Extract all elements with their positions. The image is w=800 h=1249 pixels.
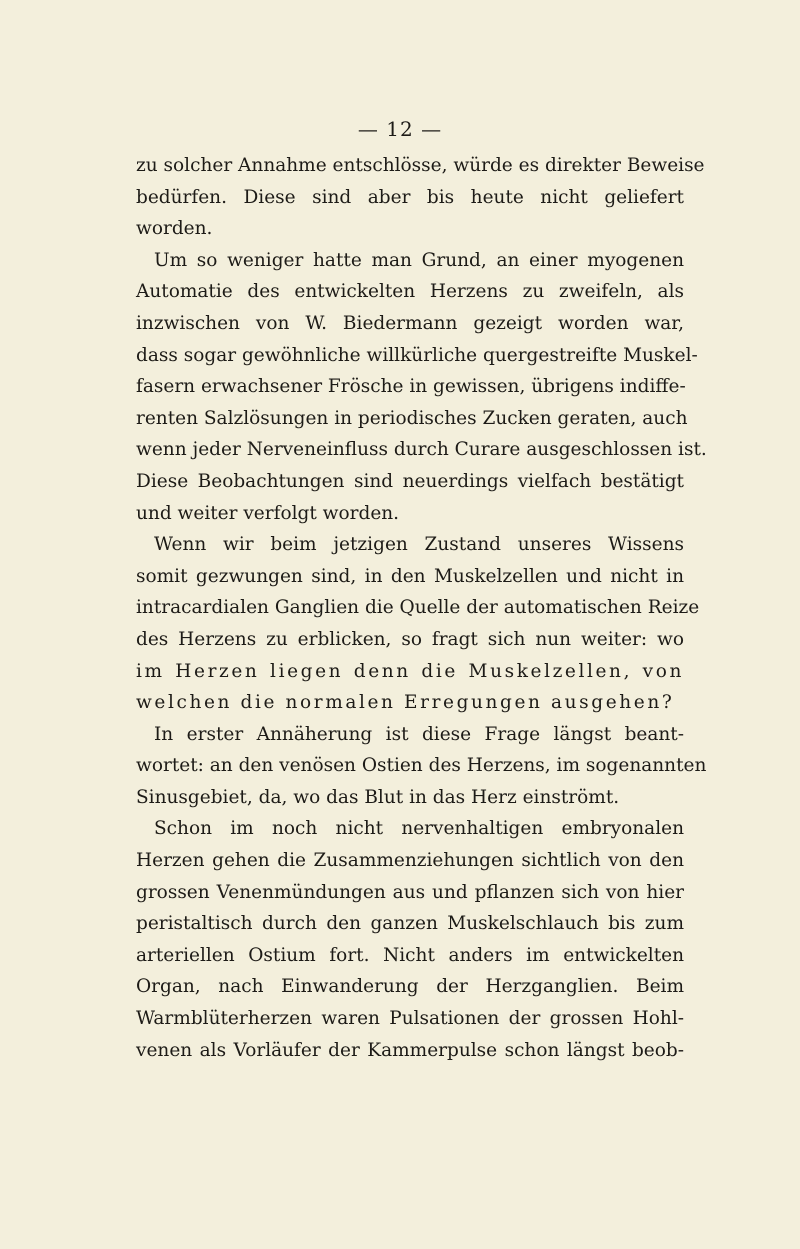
text-line: Organ, nach Einwanderung der Herzganglien. Beim (136, 976, 684, 998)
text-line: dass sogar gewöhnliche willkürliche quergestreifte Muskel- (136, 344, 698, 366)
text-line: bedürfen. Diese sind aber bis heute nicht geliefert (136, 186, 684, 208)
page-number: — 12 — (357, 117, 443, 141)
text-line: des Herzens zu erblicken, so fragt sich nun weiter: wo (136, 628, 684, 650)
text-line: Schon im noch nicht nervenhaltigen embryonalen (154, 818, 684, 840)
text-line: im Herzen liegen denn die Muskelzellen, von (136, 660, 684, 682)
text-line: Wenn wir beim jetzigen Zustand unseres Wissens (154, 534, 684, 556)
text-line: In erster Annäherung ist diese Frage längst beant- (154, 723, 684, 745)
text-line: wortet: an den venösen Ostien des Herzens, im sogenannten (136, 755, 707, 777)
text-line: Um so weniger hatte man Grund, an einer myogenen (154, 249, 684, 271)
text-line: peristaltisch durch den ganzen Muskelschlauch bis zum (136, 913, 684, 935)
text-line: zu solcher Annahme entschlösse, würde es direkter Beweise (136, 155, 705, 176)
text-line: intracardialen Ganglien die Quelle der automatischen Reize (136, 597, 700, 619)
text-line: welchen die normalen Erregungen ausgehen? (136, 692, 675, 714)
text-line: venen als Vorläufer der Kammerpulse schon längst beob- (136, 1039, 684, 1061)
text-line: Diese Beobachtungen sind neuerdings vielfach bestätigt (136, 470, 684, 492)
text-line: Sinusgebiet, da, wo das Blut in das Herz einströmt. (136, 786, 620, 808)
text-line: grossen Venenmündungen aus und pflanzen sich von hier (136, 881, 684, 903)
text-line: Automatie des entwickelten Herzens zu zweifeln, als (136, 281, 684, 303)
text-line: fasern erwachsener Frösche in gewissen, übrigens indiffe- (136, 376, 686, 398)
text-line: inzwischen von W. Biedermann gezeigt worden war, (136, 312, 684, 334)
text-line: renten Salzlösungen in periodisches Zucken geraten, auch (136, 407, 688, 429)
text-line: Herzen gehen die Zusammenziehungen sichtlich von den (136, 850, 684, 872)
text-line: und weiter verfolgt worden. (136, 502, 400, 524)
text-line: worden. (136, 218, 213, 240)
text-line: Warmblüterherzen waren Pulsationen der grossen Hohl- (136, 1008, 684, 1030)
body-text (136, 150, 707, 1066)
text-line: wenn jeder Nerveneinfluss durch Curare ausgeschlossen ist. (136, 439, 707, 461)
text-line: somit gezwungen sind, in den Muskelzellen und nicht in (136, 565, 684, 587)
text-line: arteriellen Ostium fort. Nicht anders im entwickelten (136, 944, 684, 966)
